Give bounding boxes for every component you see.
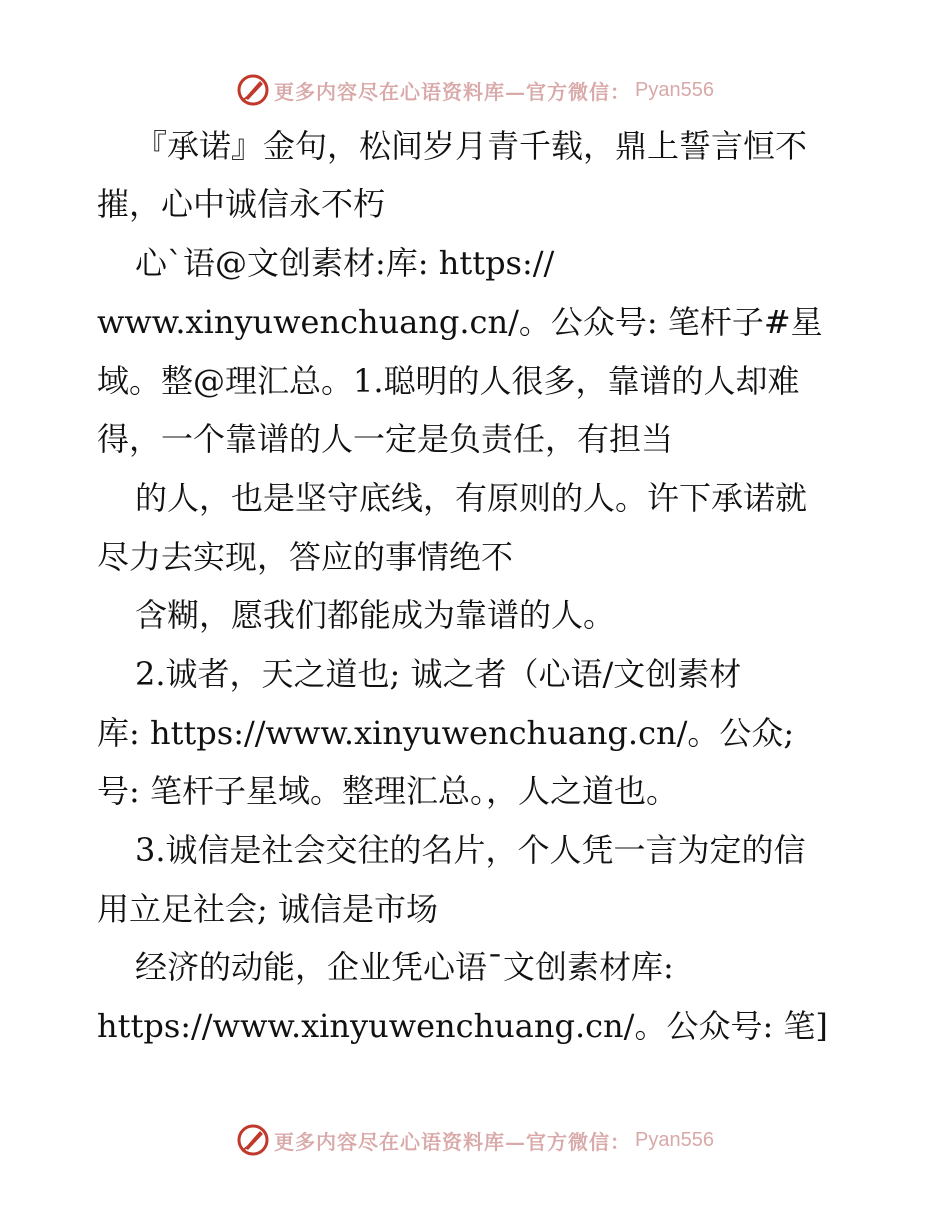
text-line: 含糊，愿我们都能成为靠谱的人。 (135, 596, 616, 634)
footer-banner-text: 更多内容尽在心语资料库—官方微信： (274, 1129, 632, 1154)
text-line: 尽力去实现，答应的事情绝不 (97, 538, 514, 576)
text-line: www.xinyuwenchuang.cn/。公众号: 笔杆子#星 (97, 303, 823, 341)
text-line: 得，一个靠谱的人一定是负责任，有担当 (97, 420, 674, 458)
feather-seal-icon (236, 73, 270, 107)
text-line: 的人，也是坚守底线，有原则的人。许下承诺就 (135, 479, 808, 517)
text-line: 心`语@文创素材:库: https:// (135, 244, 555, 282)
footer-wechat-id: Pyan556 (635, 1128, 714, 1151)
text-line: 经济的动能，企业凭心语¯文创素材库: (135, 948, 674, 986)
text-line: 号: 笔杆子星域。整理汇总。，人之道也。 (97, 772, 678, 810)
text-line: 摧，心中诚信永不朽 (97, 185, 386, 223)
text-line: 『承诺』金句，松间岁月青千载，鼎上誓言恒不 (135, 127, 808, 165)
header-wechat-id: Pyan556 (635, 78, 714, 101)
text-line: 用立足社会; 诚信是市场 (97, 890, 438, 928)
text-line: 3.诚信是社会交往的名片，个人凭一言为定的信 (135, 831, 806, 869)
text-line: 2.诚者，天之道也; 诚之者（心语/文创素材 (135, 655, 742, 693)
footer-banner (0, 1120, 950, 1160)
header-banner-text: 更多内容尽在心语资料库—官方微信： (274, 79, 632, 104)
text-line: 库: https://www.xinyuwenchuang.cn/。公众; (97, 714, 795, 752)
text-line: 域。整@理汇总。1.聪明的人很多，靠谱的人却难 (97, 362, 800, 400)
feather-seal-icon (236, 1123, 270, 1157)
header-banner (0, 70, 950, 110)
text-line: https://www.xinyuwenchuang.cn/。公众号: 笔] (97, 1007, 828, 1045)
